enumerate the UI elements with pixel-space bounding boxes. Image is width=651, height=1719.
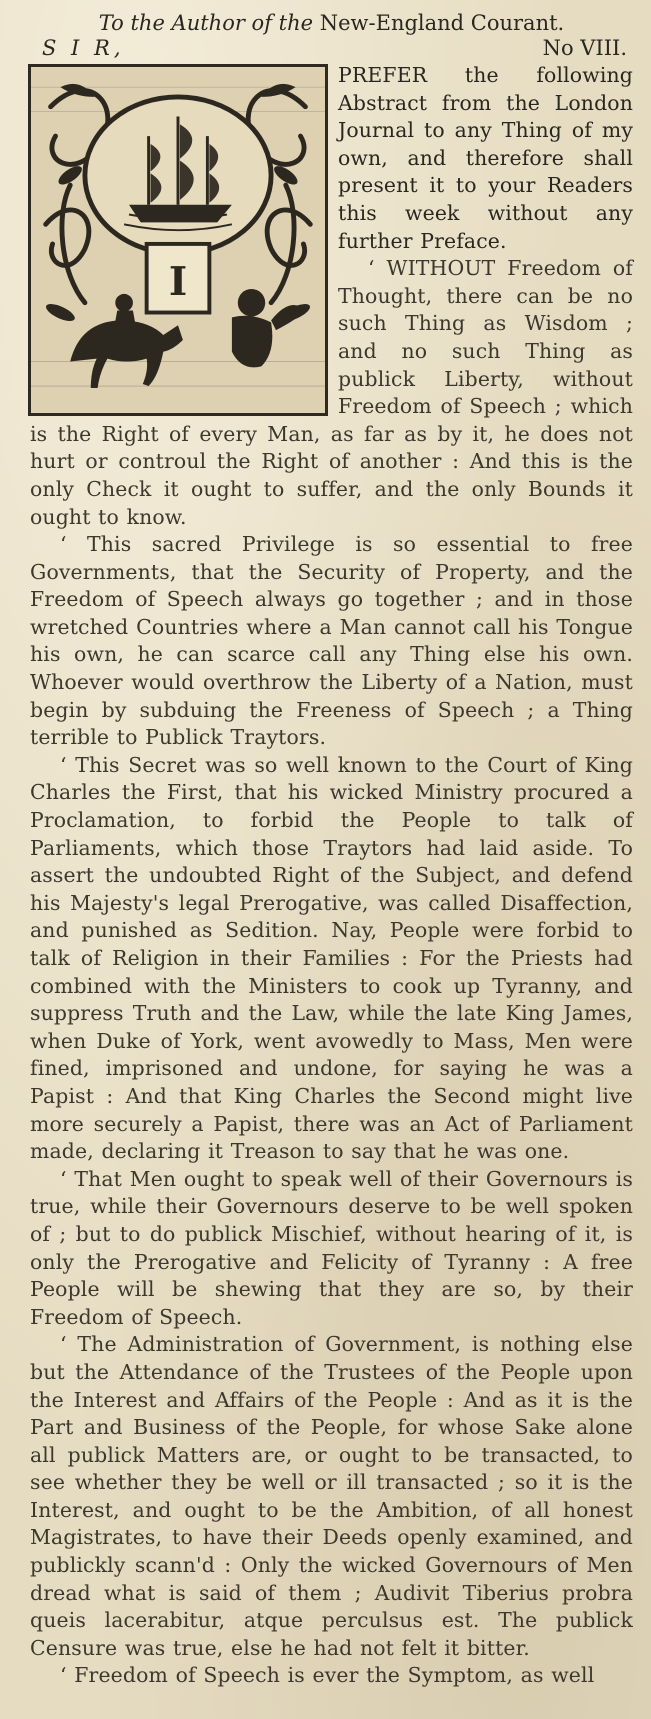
paragraph-freedom-of-speech: ‘ Freedom of Speech is ever the Symptom, as well	[60, 1663, 595, 1688]
paragraph-governours: ‘ That Men ought to speak well of their Governours is true, while their Governours deserve to be well spoken of ; but to do publick Mischief, without hearing of it, is only the Prerogative and Felicity of Tyranny : A free People will be shewing that they are so, by their Freedom of Speech.	[30, 1166, 633, 1329]
woodcut-initial	[28, 64, 328, 416]
woodcut-illustration-icon	[31, 67, 325, 413]
issue-number: No VIII.	[542, 36, 627, 60]
header-prefix: To the Author of the	[98, 11, 314, 35]
paragraph-administration: ‘ The Administration of Government, is nothing else but the Attendance of the Trustees of the People upon the Interest and Affairs of the People : And as it is the Part and Business of the People, for whose Sake alone all publick Matters are, or ought to be transacted, to see whether they be well or ill transacted ; so it is the Interest, and ought to be the Ambition, of all honest Magistrates, to have their Deeds openly examined, and publickly scann'd : Only the wicked Governours of Men dread what is said of them ; Audivit Tiberius probra queis lacerabitur, atque perculsus est. The publick Censure was true, else he had not felt it bitter.	[30, 1332, 633, 1660]
initial-letter: I	[168, 258, 188, 305]
paragraph-king-charles: ‘ This Secret was so well known to the Court of King Charles the First, that his wicked Ministry procured a Proclamation, to forbid the People to talk of Parliaments, which those Traytors had laid aside. To assert the undoubted Right of the Subject, and defend his Majesty's legal Prerogative, was called Disaffection, and punished as Sedition. Nay, People were forbid to talk of Religion in their Families : For the Priests had combined with the Ministers to cook up Tyranny, and suppress Truth and the Law, while the late King James, when Duke of York, went avowedly to Mass, Men were fined, imprisoned and undone, for saying he was a Papist : And that King Charles the Second might live more securely a Papist, there was an Act of Parliament made, declaring it Treason to say that he was one.	[30, 752, 633, 1164]
letter-header	[30, 10, 633, 37]
salutation: S I R,	[42, 36, 125, 60]
salutation-line	[30, 35, 633, 62]
paragraph-freedom-of-thought: ‘ WITHOUT Freedom of Thought, there can be no such Thing as Wisdom ; and no such Thing as publick Liberty, without Freedom of Speech ; which is the Right of every Man, as far as by it, he does not hurt or controul the Right of another : And this is the only Check it ought to suffer, and the only Bounds it ought to know.	[30, 256, 633, 529]
paper-name: New-England Courant.	[319, 11, 565, 35]
paragraph-sacred-privilege: ‘ This sacred Privilege is so essential to free Governments, that the Security of Property, and the Freedom of Speech always go together ; and in those wretched Countries where a Man cannot call his Tongue his own, he can scarce call any Thing else his own. Whoever would overthrow the Liberty of a Nation, must begin by subduing the Freeness of Speech ; a Thing terrible to Publick Traytors.	[30, 532, 633, 750]
paragraph-intro: PREFER the following Abstract from the London Journal to any Thing of my own, and therefore shall present it to your Readers this week without any further Preface.	[338, 63, 633, 253]
